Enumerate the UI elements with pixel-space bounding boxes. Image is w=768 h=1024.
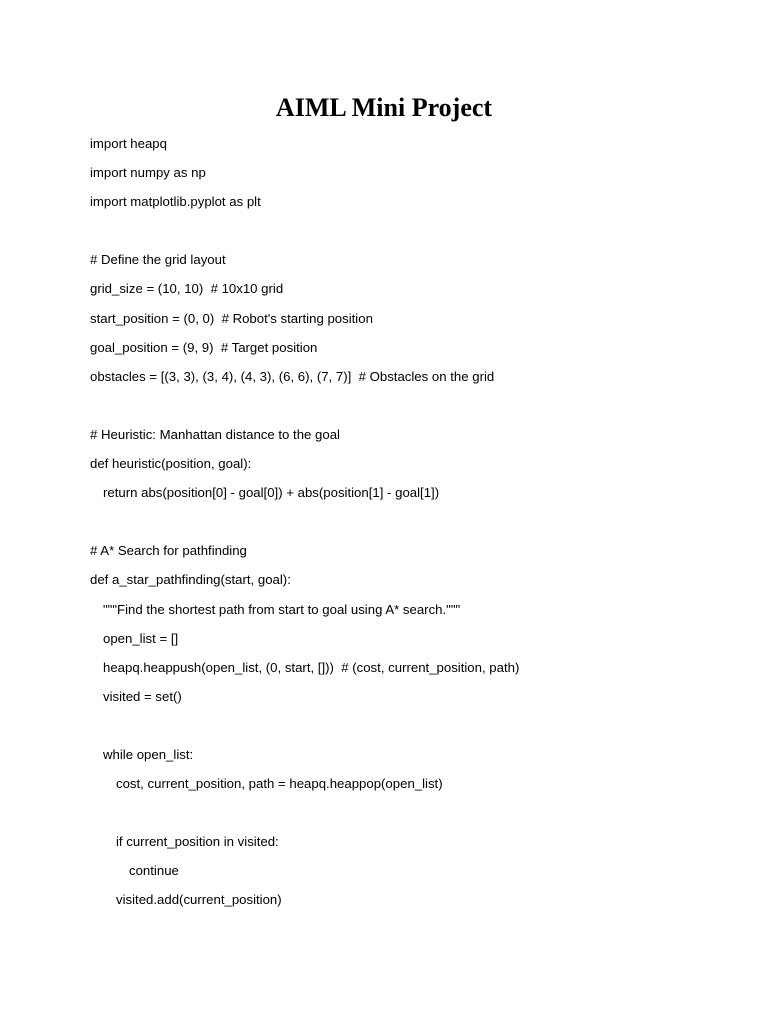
code-line: import matplotlib.pyplot as plt — [90, 194, 261, 210]
code-line: # Define the grid layout — [90, 252, 226, 268]
code-line: heapq.heappush(open_list, (0, start, [])) # (cost, current_position, path) — [103, 659, 520, 675]
code-line: """Find the shortest path from start to goal using A* search.""" — [103, 601, 461, 617]
code-line: def heuristic(position, goal): — [90, 456, 252, 472]
code-line: # A* Search for pathfinding — [90, 543, 247, 559]
code-line: if current_position in visited: — [116, 834, 279, 850]
blank-line — [90, 716, 750, 745]
code-line: open_list = [] — [103, 630, 179, 646]
code-line: # Heuristic: Manhattan distance to the goal — [90, 426, 340, 442]
code-line: return abs(position[0] - goal[0]) + abs(position[1] - goal[1]) — [103, 485, 440, 501]
code-line: goal_position = (9, 9) # Target position — [90, 339, 318, 355]
code-line: while open_list: — [103, 746, 194, 762]
page-title: AIML Mini Project — [275, 93, 493, 122]
code-listing — [90, 134, 750, 920]
blank-line — [90, 396, 750, 425]
code-line: continue — [129, 863, 179, 879]
blank-line — [90, 221, 750, 250]
code-line: def a_star_pathfinding(start, goal): — [90, 572, 291, 588]
code-line: obstacles = [(3, 3), (3, 4), (4, 3), (6, 6), (7, 7)] # Obstacles on the grid — [90, 368, 495, 384]
code-line: import numpy as np — [90, 165, 206, 181]
code-line: import heapq — [90, 136, 167, 151]
code-line: grid_size = (10, 10) # 10x10 grid — [90, 281, 284, 297]
code-line: start_position = (0, 0) # Robot's starting position — [90, 310, 373, 326]
blank-line — [90, 512, 750, 541]
code-line: visited = set() — [103, 688, 182, 704]
blank-line — [90, 803, 750, 832]
code-line: cost, current_position, path = heapq.heappop(open_list) — [116, 776, 443, 792]
code-line: visited.add(current_position) — [116, 892, 282, 908]
